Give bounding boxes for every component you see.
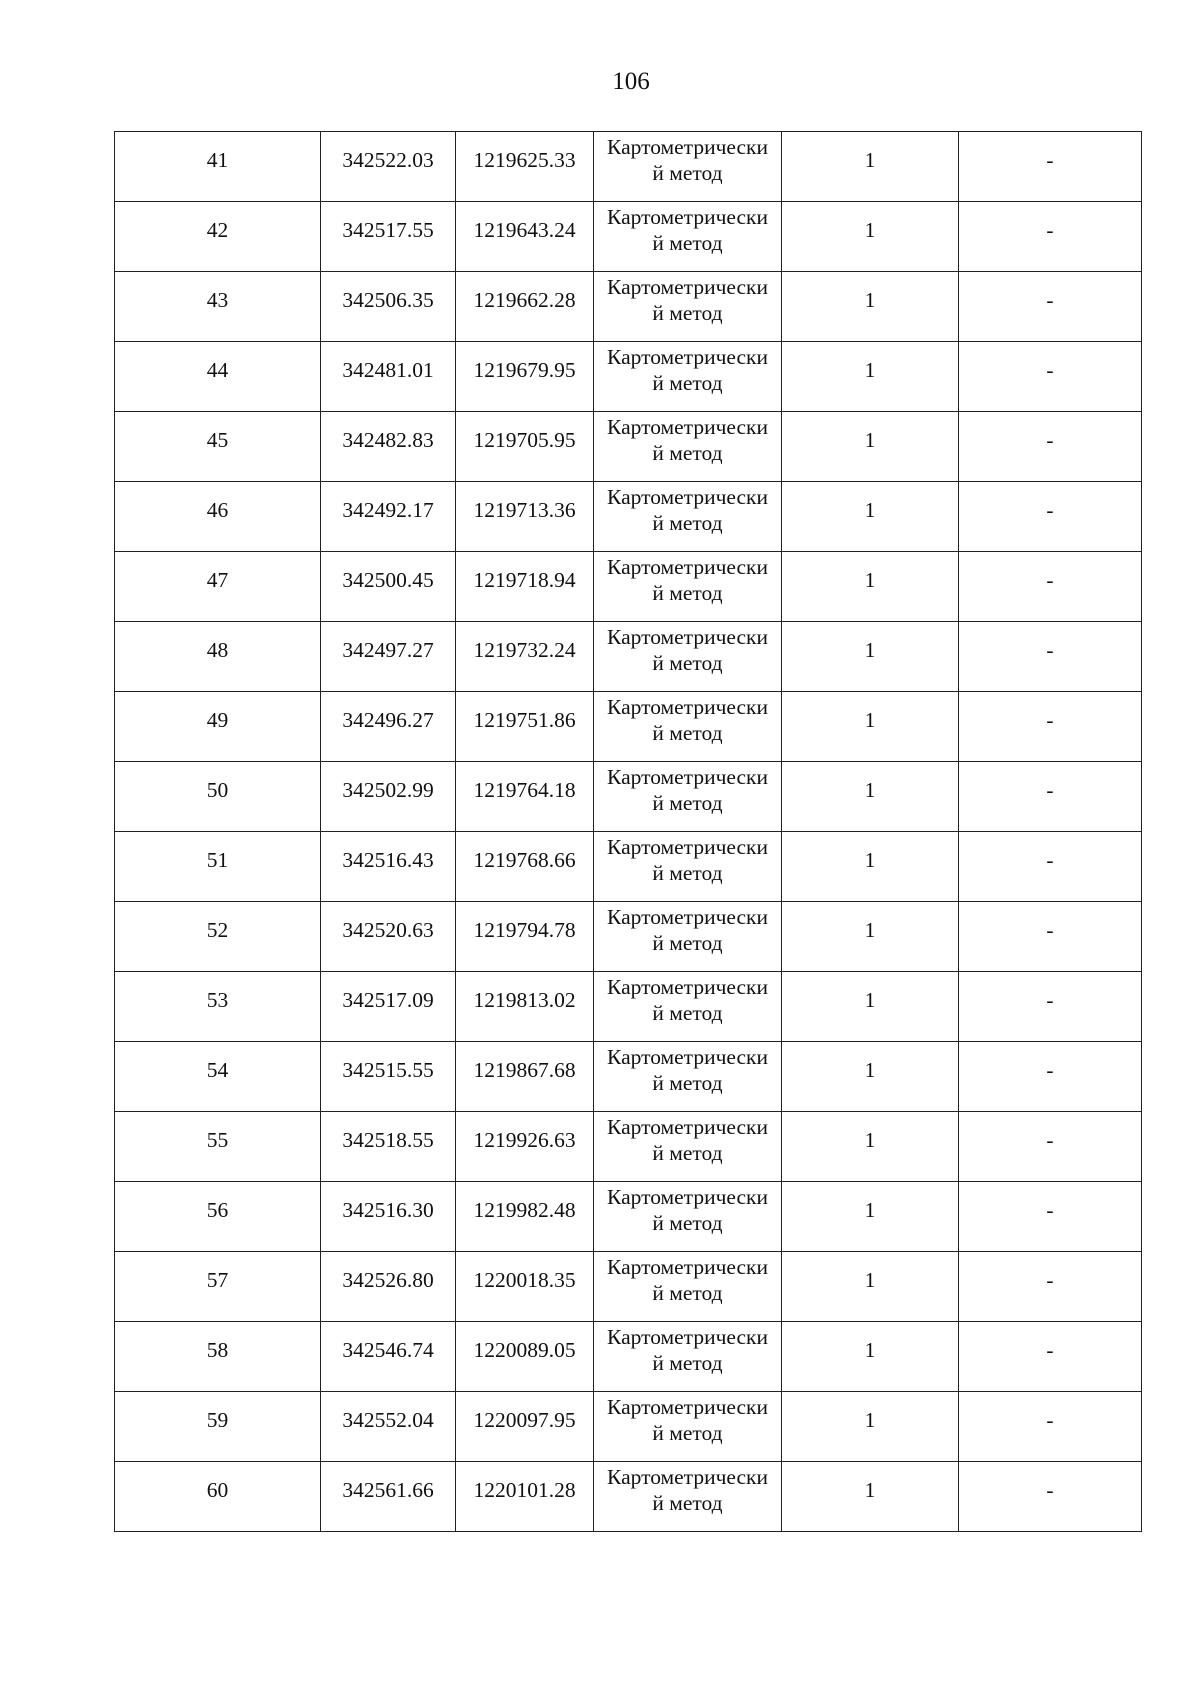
coordinate-y-cell: 1219768.66 (456, 832, 594, 902)
method-cell (594, 202, 782, 272)
method-cell (594, 272, 782, 342)
method-cell (594, 622, 782, 692)
coordinate-y-cell: 1219662.28 (456, 272, 594, 342)
method-line-1: Картометрически (607, 1185, 768, 1209)
coordinate-x-cell: 342517.55 (321, 202, 456, 272)
coordinate-x-cell: 342506.35 (321, 272, 456, 342)
point-number-cell: 49 (115, 692, 321, 762)
coordinate-x-cell: 342481.01 (321, 342, 456, 412)
method-line-1: Картометрически (607, 835, 768, 859)
method-cell (594, 902, 782, 972)
method-line-1: Картометрически (607, 1045, 768, 1069)
point-number-cell: 44 (115, 342, 321, 412)
coordinate-y-cell: 1219625.33 (456, 132, 594, 202)
method-line-2: й метод (652, 161, 723, 185)
coordinate-y-cell: 1219867.68 (456, 1042, 594, 1112)
method-line-2: й метод (652, 1001, 723, 1025)
coordinate-y-cell: 1219794.78 (456, 902, 594, 972)
point-number-cell: 53 (115, 972, 321, 1042)
method-cell (594, 1112, 782, 1182)
note-cell: - (959, 1042, 1142, 1112)
coordinate-y-cell: 1219926.63 (456, 1112, 594, 1182)
method-cell (594, 762, 782, 832)
accuracy-cell: 1 (782, 762, 959, 832)
method-line-1: Картометрически (607, 275, 768, 299)
method-line-2: й метод (652, 441, 723, 465)
method-line-2: й метод (652, 511, 723, 535)
note-cell: - (959, 482, 1142, 552)
method-line-1: Картометрически (607, 1115, 768, 1139)
coordinate-x-cell: 342561.66 (321, 1462, 456, 1532)
coordinate-y-cell: 1219705.95 (456, 412, 594, 482)
note-cell: - (959, 832, 1142, 902)
method-cell (594, 552, 782, 622)
method-line-1: Картометрически (607, 695, 768, 719)
note-cell: - (959, 1392, 1142, 1462)
point-number-cell: 41 (115, 132, 321, 202)
coordinate-y-cell: 1219764.18 (456, 762, 594, 832)
note-cell: - (959, 1322, 1142, 1392)
note-cell: - (959, 202, 1142, 272)
method-line-2: й метод (652, 1281, 723, 1305)
method-line-2: й метод (652, 791, 723, 815)
method-cell (594, 412, 782, 482)
method-cell (594, 1462, 782, 1532)
point-number-cell: 55 (115, 1112, 321, 1182)
accuracy-cell: 1 (782, 1182, 959, 1252)
accuracy-cell: 1 (782, 692, 959, 762)
method-cell (594, 1392, 782, 1462)
coordinate-x-cell: 342496.27 (321, 692, 456, 762)
accuracy-cell: 1 (782, 272, 959, 342)
coordinate-x-cell: 342516.30 (321, 1182, 456, 1252)
coordinate-x-cell: 342546.74 (321, 1322, 456, 1392)
method-line-2: й метод (652, 371, 723, 395)
note-cell: - (959, 972, 1142, 1042)
method-line-1: Картометрически (607, 1465, 768, 1489)
note-cell: - (959, 412, 1142, 482)
table-row (115, 622, 1142, 692)
accuracy-cell: 1 (782, 1252, 959, 1322)
accuracy-cell: 1 (782, 342, 959, 412)
accuracy-cell: 1 (782, 412, 959, 482)
method-line-1: Картометрически (607, 415, 768, 439)
method-line-2: й метод (652, 931, 723, 955)
accuracy-cell: 1 (782, 552, 959, 622)
note-cell: - (959, 342, 1142, 412)
point-number-cell: 52 (115, 902, 321, 972)
table-row (115, 1462, 1142, 1532)
table-row (115, 272, 1142, 342)
method-cell (594, 1322, 782, 1392)
method-cell (594, 1182, 782, 1252)
note-cell: - (959, 272, 1142, 342)
point-number-cell: 46 (115, 482, 321, 552)
coordinate-x-cell: 342502.99 (321, 762, 456, 832)
accuracy-cell: 1 (782, 1462, 959, 1532)
point-number-cell: 45 (115, 412, 321, 482)
accuracy-cell: 1 (782, 132, 959, 202)
coordinate-x-cell: 342497.27 (321, 622, 456, 692)
table-row (115, 552, 1142, 622)
point-number-cell: 56 (115, 1182, 321, 1252)
note-cell: - (959, 132, 1142, 202)
table-row (115, 342, 1142, 412)
table-row (115, 1322, 1142, 1392)
coordinate-x-cell: 342517.09 (321, 972, 456, 1042)
point-number-cell: 51 (115, 832, 321, 902)
method-line-2: й метод (652, 231, 723, 255)
method-line-1: Картометрически (607, 135, 768, 159)
note-cell: - (959, 552, 1142, 622)
coordinate-y-cell: 1220097.95 (456, 1392, 594, 1462)
point-number-cell: 42 (115, 202, 321, 272)
coordinate-x-cell: 342520.63 (321, 902, 456, 972)
point-number-cell: 43 (115, 272, 321, 342)
table-row (115, 1252, 1142, 1322)
method-line-1: Картометрически (607, 905, 768, 929)
method-line-1: Картометрически (607, 1395, 768, 1419)
method-line-2: й метод (652, 1421, 723, 1445)
method-line-2: й метод (652, 651, 723, 675)
method-line-2: й метод (652, 1141, 723, 1165)
method-line-1: Картометрически (607, 485, 768, 509)
coordinate-y-cell: 1219718.94 (456, 552, 594, 622)
coordinate-y-cell: 1219751.86 (456, 692, 594, 762)
point-number-cell: 60 (115, 1462, 321, 1532)
method-cell (594, 1252, 782, 1322)
table-row (115, 902, 1142, 972)
method-line-1: Картометрически (607, 1255, 768, 1279)
method-line-2: й метод (652, 581, 723, 605)
table-row (115, 1112, 1142, 1182)
accuracy-cell: 1 (782, 1392, 959, 1462)
method-line-1: Картометрически (607, 345, 768, 369)
coordinate-y-cell: 1220089.05 (456, 1322, 594, 1392)
coordinate-y-cell: 1220018.35 (456, 1252, 594, 1322)
method-line-1: Картометрически (607, 1325, 768, 1349)
note-cell: - (959, 762, 1142, 832)
coordinate-y-cell: 1219713.36 (456, 482, 594, 552)
method-cell (594, 972, 782, 1042)
table-row (115, 202, 1142, 272)
method-cell (594, 132, 782, 202)
method-line-2: й метод (652, 1211, 723, 1235)
point-number-cell: 50 (115, 762, 321, 832)
accuracy-cell: 1 (782, 1322, 959, 1392)
method-line-2: й метод (652, 1071, 723, 1095)
coordinate-x-cell: 342482.83 (321, 412, 456, 482)
method-cell (594, 692, 782, 762)
coordinate-y-cell: 1219813.02 (456, 972, 594, 1042)
table-row (115, 1042, 1142, 1112)
table-row (115, 412, 1142, 482)
point-number-cell: 59 (115, 1392, 321, 1462)
page-number: 106 (612, 68, 650, 95)
coordinate-x-cell: 342552.04 (321, 1392, 456, 1462)
table-row (115, 482, 1142, 552)
accuracy-cell: 1 (782, 622, 959, 692)
point-number-cell: 48 (115, 622, 321, 692)
coordinate-x-cell: 342492.17 (321, 482, 456, 552)
point-number-cell: 58 (115, 1322, 321, 1392)
note-cell: - (959, 902, 1142, 972)
coordinate-y-cell: 1220101.28 (456, 1462, 594, 1532)
coordinate-x-cell: 342515.55 (321, 1042, 456, 1112)
coordinate-x-cell: 342518.55 (321, 1112, 456, 1182)
method-line-2: й метод (652, 861, 723, 885)
table-row (115, 1182, 1142, 1252)
coordinate-y-cell: 1219732.24 (456, 622, 594, 692)
method-line-1: Картометрически (607, 975, 768, 999)
accuracy-cell: 1 (782, 1112, 959, 1182)
coordinate-x-cell: 342516.43 (321, 832, 456, 902)
note-cell: - (959, 622, 1142, 692)
note-cell: - (959, 1252, 1142, 1322)
coordinate-x-cell: 342522.03 (321, 132, 456, 202)
accuracy-cell: 1 (782, 972, 959, 1042)
method-line-2: й метод (652, 1351, 723, 1375)
table-row (115, 832, 1142, 902)
method-cell (594, 1042, 782, 1112)
accuracy-cell: 1 (782, 1042, 959, 1112)
method-cell (594, 482, 782, 552)
method-line-2: й метод (652, 721, 723, 745)
coordinate-y-cell: 1219679.95 (456, 342, 594, 412)
note-cell: - (959, 1112, 1142, 1182)
method-line-1: Картометрически (607, 765, 768, 789)
table-row (115, 692, 1142, 762)
method-cell (594, 342, 782, 412)
method-line-2: й метод (652, 301, 723, 325)
note-cell: - (959, 1462, 1142, 1532)
method-line-1: Картометрически (607, 625, 768, 649)
accuracy-cell: 1 (782, 202, 959, 272)
accuracy-cell: 1 (782, 902, 959, 972)
accuracy-cell: 1 (782, 482, 959, 552)
table-row (115, 1392, 1142, 1462)
table-row (115, 132, 1142, 202)
coordinate-x-cell: 342500.45 (321, 552, 456, 622)
accuracy-cell: 1 (782, 832, 959, 902)
coordinate-y-cell: 1219982.48 (456, 1182, 594, 1252)
point-number-cell: 57 (115, 1252, 321, 1322)
coordinates-table-body (115, 132, 1142, 1532)
note-cell: - (959, 692, 1142, 762)
coordinate-y-cell: 1219643.24 (456, 202, 594, 272)
note-cell: - (959, 1182, 1142, 1252)
method-line-1: Картометрически (607, 205, 768, 229)
method-cell (594, 832, 782, 902)
point-number-cell: 54 (115, 1042, 321, 1112)
table-row (115, 762, 1142, 832)
coordinates-table (114, 131, 1142, 1532)
coordinate-x-cell: 342526.80 (321, 1252, 456, 1322)
method-line-2: й метод (652, 1491, 723, 1515)
method-line-1: Картометрически (607, 555, 768, 579)
point-number-cell: 47 (115, 552, 321, 622)
table-row (115, 972, 1142, 1042)
